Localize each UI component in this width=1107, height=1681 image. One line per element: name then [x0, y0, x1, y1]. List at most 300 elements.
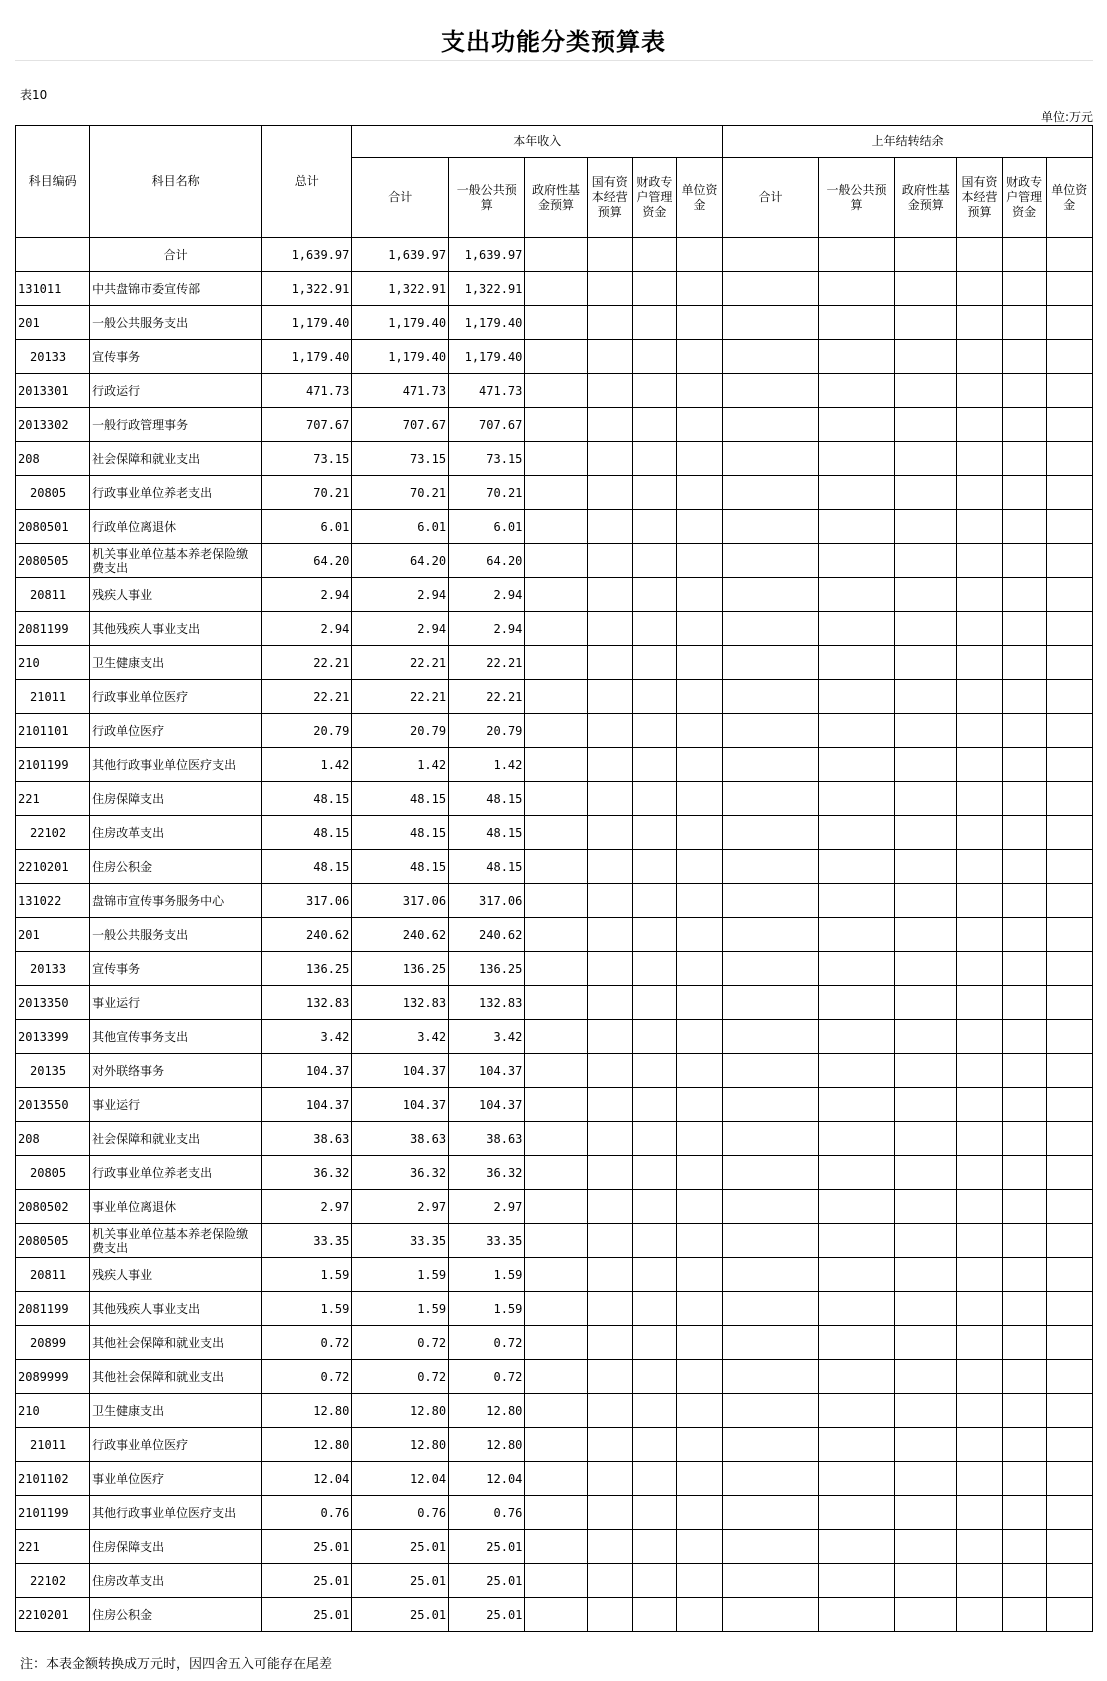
cell-current-heji: 64.20 [352, 544, 449, 578]
cell-empty [1002, 680, 1046, 714]
cell-empty [1046, 1326, 1092, 1360]
cell-empty [957, 1462, 1002, 1496]
cell-empty [587, 612, 632, 646]
cell-empty [1002, 1564, 1046, 1598]
cell-empty [723, 272, 819, 306]
cell-current-general: 6.01 [449, 510, 525, 544]
cell-empty [676, 340, 722, 374]
cell-empty [676, 680, 722, 714]
cell-code: 2013550 [16, 1088, 90, 1122]
cell-empty [632, 782, 676, 816]
cell-empty [1002, 748, 1046, 782]
cell-name: 事业单位医疗 [90, 1462, 262, 1496]
table-row [16, 1292, 1093, 1326]
cell-empty [895, 1530, 957, 1564]
cell-empty [957, 1564, 1002, 1598]
cell-name: 机关事业单位基本养老保险缴费支出 [90, 1224, 262, 1258]
cell-current-heji: 1,322.91 [352, 272, 449, 306]
cell-empty [525, 238, 587, 272]
cell-total: 0.72 [262, 1326, 352, 1360]
cell-empty [957, 646, 1002, 680]
cell-empty [957, 918, 1002, 952]
cell-empty [587, 1122, 632, 1156]
cell-empty [818, 1020, 894, 1054]
cell-current-general: 2.94 [449, 578, 525, 612]
cell-empty [525, 1496, 587, 1530]
cell-empty [1046, 374, 1092, 408]
cell-name: 其他行政事业单位医疗支出 [90, 1496, 262, 1530]
cell-name: 行政单位离退休 [90, 510, 262, 544]
cell-code: 20135 [16, 1054, 90, 1088]
cell-empty [587, 374, 632, 408]
cell-empty [1046, 272, 1092, 306]
cell-empty [1002, 918, 1046, 952]
cell-empty [818, 918, 894, 952]
cell-total: 1,179.40 [262, 306, 352, 340]
cell-empty [1046, 1360, 1092, 1394]
cell-empty [587, 476, 632, 510]
cell-empty [1046, 442, 1092, 476]
cell-empty [1046, 1020, 1092, 1054]
cell-empty [957, 1394, 1002, 1428]
page-title: 支出功能分类预算表 [441, 27, 666, 56]
table-row [16, 1360, 1093, 1394]
table-row [16, 442, 1093, 476]
cell-total: 136.25 [262, 952, 352, 986]
cell-empty [676, 1496, 722, 1530]
cell-empty [818, 1156, 894, 1190]
cell-empty [895, 850, 957, 884]
cell-empty [587, 544, 632, 578]
cell-current-heji: 2.97 [352, 1190, 449, 1224]
cell-empty [632, 1156, 676, 1190]
header-current-gov-fund: 政府性基金预算 [525, 158, 587, 238]
cell-empty [818, 850, 894, 884]
cell-empty [723, 782, 819, 816]
cell-total: 2.94 [262, 612, 352, 646]
cell-empty [587, 510, 632, 544]
cell-empty [723, 510, 819, 544]
cell-empty [525, 646, 587, 680]
table-row [16, 748, 1093, 782]
cell-empty [1002, 884, 1046, 918]
cell-empty [723, 442, 819, 476]
table-row [16, 306, 1093, 340]
cell-empty [587, 1292, 632, 1326]
cell-empty [1002, 340, 1046, 374]
cell-empty [632, 952, 676, 986]
cell-empty [818, 1496, 894, 1530]
cell-current-heji: 0.72 [352, 1326, 449, 1360]
cell-total: 22.21 [262, 680, 352, 714]
cell-empty [1046, 1292, 1092, 1326]
cell-empty [957, 680, 1002, 714]
cell-empty [587, 1326, 632, 1360]
cell-name: 住房保障支出 [90, 782, 262, 816]
table-row [16, 612, 1093, 646]
cell-total: 1.59 [262, 1258, 352, 1292]
cell-empty [676, 646, 722, 680]
cell-total: 471.73 [262, 374, 352, 408]
cell-total: 25.01 [262, 1598, 352, 1632]
table-row [16, 1530, 1093, 1564]
cell-empty [676, 1394, 722, 1428]
cell-empty [957, 748, 1002, 782]
cell-code: 2101199 [16, 748, 90, 782]
cell-empty [587, 1428, 632, 1462]
cell-empty [1002, 1122, 1046, 1156]
table-row [16, 1428, 1093, 1462]
cell-empty [723, 1462, 819, 1496]
cell-total: 0.76 [262, 1496, 352, 1530]
cell-empty [818, 1258, 894, 1292]
cell-empty [818, 1224, 894, 1258]
cell-empty [676, 510, 722, 544]
cell-empty [1046, 782, 1092, 816]
cell-current-heji: 73.15 [352, 442, 449, 476]
cell-current-heji: 471.73 [352, 374, 449, 408]
cell-total: 38.63 [262, 1122, 352, 1156]
cell-total: 12.80 [262, 1394, 352, 1428]
cell-empty [1046, 340, 1092, 374]
cell-current-heji: 136.25 [352, 952, 449, 986]
cell-empty [818, 1598, 894, 1632]
cell-empty [818, 816, 894, 850]
cell-empty [957, 1156, 1002, 1190]
cell-empty [1002, 374, 1046, 408]
cell-empty [587, 646, 632, 680]
cell-total: 20.79 [262, 714, 352, 748]
cell-empty [1002, 1156, 1046, 1190]
cell-empty [525, 680, 587, 714]
cell-current-general: 2.94 [449, 612, 525, 646]
cell-empty [676, 374, 722, 408]
cell-empty [1046, 1088, 1092, 1122]
cell-current-general: 20.79 [449, 714, 525, 748]
cell-empty [957, 1326, 1002, 1360]
budget-table [15, 125, 1093, 1632]
cell-empty [525, 578, 587, 612]
cell-empty [587, 1394, 632, 1428]
cell-empty [1046, 476, 1092, 510]
cell-name: 残疾人事业 [90, 578, 262, 612]
cell-empty [587, 986, 632, 1020]
table-row [16, 510, 1093, 544]
cell-empty [676, 1122, 722, 1156]
table-row [16, 714, 1093, 748]
cell-empty [895, 340, 957, 374]
cell-empty [723, 1428, 819, 1462]
cell-current-heji: 22.21 [352, 680, 449, 714]
cell-empty [1002, 1224, 1046, 1258]
cell-empty [1046, 1564, 1092, 1598]
cell-empty [587, 918, 632, 952]
table-row [16, 1394, 1093, 1428]
cell-empty [895, 1360, 957, 1394]
cell-empty [895, 612, 957, 646]
cell-empty [818, 1054, 894, 1088]
cell-name: 其他宣传事务支出 [90, 1020, 262, 1054]
cell-total: 2.94 [262, 578, 352, 612]
header-carry-heji: 合计 [723, 158, 819, 238]
cell-empty [676, 272, 722, 306]
cell-empty [676, 612, 722, 646]
cell-empty [632, 1360, 676, 1394]
table-row [16, 1088, 1093, 1122]
cell-empty [723, 578, 819, 612]
cell-name: 社会保障和就业支出 [90, 442, 262, 476]
cell-code: 221 [16, 1530, 90, 1564]
cell-name: 其他残疾人事业支出 [90, 612, 262, 646]
cell-empty [895, 1428, 957, 1462]
cell-empty [676, 1564, 722, 1598]
cell-current-general: 104.37 [449, 1088, 525, 1122]
cell-empty [632, 816, 676, 850]
cell-empty [632, 442, 676, 476]
table-row [16, 850, 1093, 884]
cell-empty [895, 952, 957, 986]
cell-name: 住房公积金 [90, 1598, 262, 1632]
cell-current-heji: 0.76 [352, 1496, 449, 1530]
cell-empty [818, 884, 894, 918]
cell-empty [895, 238, 957, 272]
cell-empty [895, 442, 957, 476]
cell-empty [895, 646, 957, 680]
cell-empty [957, 442, 1002, 476]
cell-empty [676, 408, 722, 442]
cell-empty [676, 1088, 722, 1122]
cell-empty [1046, 816, 1092, 850]
cell-empty [587, 952, 632, 986]
cell-current-general: 12.04 [449, 1462, 525, 1496]
cell-empty [723, 1394, 819, 1428]
cell-empty [1002, 646, 1046, 680]
cell-current-heji: 38.63 [352, 1122, 449, 1156]
cell-name: 事业单位离退休 [90, 1190, 262, 1224]
cell-code: 2080501 [16, 510, 90, 544]
table-row [16, 408, 1093, 442]
table-row [16, 952, 1093, 986]
cell-code: 22102 [16, 816, 90, 850]
cell-empty [895, 1326, 957, 1360]
cell-empty [818, 340, 894, 374]
cell-empty [587, 850, 632, 884]
cell-name: 宣传事务 [90, 952, 262, 986]
cell-empty [957, 1598, 1002, 1632]
cell-empty [723, 1326, 819, 1360]
cell-current-general: 3.42 [449, 1020, 525, 1054]
cell-current-general: 1.42 [449, 748, 525, 782]
cell-empty [723, 1054, 819, 1088]
cell-name: 对外联络事务 [90, 1054, 262, 1088]
cell-empty [957, 408, 1002, 442]
cell-empty [895, 918, 957, 952]
cell-empty [895, 1156, 957, 1190]
cell-current-general: 1.59 [449, 1258, 525, 1292]
table-row [16, 1326, 1093, 1360]
cell-empty [525, 1428, 587, 1462]
cell-empty [1046, 238, 1092, 272]
cell-name: 宣传事务 [90, 340, 262, 374]
cell-name: 其他社会保障和就业支出 [90, 1326, 262, 1360]
cell-name: 住房改革支出 [90, 816, 262, 850]
table-row [16, 816, 1093, 850]
cell-empty [525, 1088, 587, 1122]
cell-empty [957, 272, 1002, 306]
unit-label: 单位:万元 [1040, 110, 1093, 124]
cell-empty [818, 1530, 894, 1564]
cell-name: 行政事业单位养老支出 [90, 1156, 262, 1190]
cell-empty [632, 884, 676, 918]
cell-empty [676, 442, 722, 476]
cell-empty [676, 748, 722, 782]
cell-empty [818, 612, 894, 646]
cell-empty [818, 476, 894, 510]
cell-empty [895, 1394, 957, 1428]
cell-empty [957, 1530, 1002, 1564]
cell-empty [957, 1190, 1002, 1224]
cell-total: 132.83 [262, 986, 352, 1020]
cell-empty [525, 476, 587, 510]
cell-empty [895, 408, 957, 442]
cell-empty [1002, 816, 1046, 850]
cell-empty [895, 816, 957, 850]
cell-empty [723, 1530, 819, 1564]
cell-empty [895, 1122, 957, 1156]
cell-empty [895, 1020, 957, 1054]
cell-empty [525, 714, 587, 748]
cell-empty [587, 1088, 632, 1122]
cell-empty [1002, 986, 1046, 1020]
cell-empty [1002, 952, 1046, 986]
cell-empty [723, 816, 819, 850]
cell-empty [525, 612, 587, 646]
table-row [16, 1054, 1093, 1088]
cell-name: 行政单位医疗 [90, 714, 262, 748]
cell-empty [632, 680, 676, 714]
cell-code: 20133 [16, 340, 90, 374]
cell-empty [632, 1394, 676, 1428]
cell-empty [957, 476, 1002, 510]
cell-empty [723, 1224, 819, 1258]
header-current-fiscal-special: 财政专户管理资金 [632, 158, 676, 238]
cell-empty [632, 1462, 676, 1496]
cell-empty [587, 1496, 632, 1530]
cell-empty [957, 884, 1002, 918]
cell-name: 中共盘锦市委宣传部 [90, 272, 262, 306]
cell-current-heji: 25.01 [352, 1564, 449, 1598]
cell-empty [632, 272, 676, 306]
cell-empty [525, 1190, 587, 1224]
cell-empty [1046, 544, 1092, 578]
cell-empty [525, 510, 587, 544]
cell-empty [525, 1564, 587, 1598]
cell-code: 2080505 [16, 1224, 90, 1258]
cell-name: 合计 [90, 238, 262, 272]
cell-name: 行政事业单位医疗 [90, 680, 262, 714]
cell-empty [895, 1190, 957, 1224]
cell-empty [723, 544, 819, 578]
cell-empty [723, 714, 819, 748]
cell-empty [676, 1360, 722, 1394]
cell-empty [723, 408, 819, 442]
cell-empty [957, 816, 1002, 850]
cell-empty [676, 918, 722, 952]
cell-empty [1046, 918, 1092, 952]
table-row [16, 1258, 1093, 1292]
cell-total: 317.06 [262, 884, 352, 918]
table-row [16, 1598, 1093, 1632]
cell-empty [632, 646, 676, 680]
cell-empty [957, 1292, 1002, 1326]
cell-total: 64.20 [262, 544, 352, 578]
cell-current-general: 25.01 [449, 1598, 525, 1632]
cell-empty [723, 1258, 819, 1292]
title-divider [15, 60, 1093, 61]
cell-current-general: 136.25 [449, 952, 525, 986]
cell-empty [676, 952, 722, 986]
cell-empty [957, 1122, 1002, 1156]
cell-current-general: 38.63 [449, 1122, 525, 1156]
cell-current-heji: 48.15 [352, 850, 449, 884]
cell-name: 行政运行 [90, 374, 262, 408]
cell-empty [676, 986, 722, 1020]
cell-empty [1046, 714, 1092, 748]
cell-code: 210 [16, 646, 90, 680]
cell-empty [1046, 612, 1092, 646]
cell-empty [818, 1462, 894, 1496]
cell-empty [676, 1224, 722, 1258]
cell-empty [723, 1564, 819, 1598]
cell-empty [587, 1530, 632, 1564]
cell-empty [525, 408, 587, 442]
cell-empty [723, 986, 819, 1020]
cell-empty [723, 952, 819, 986]
cell-empty [818, 680, 894, 714]
cell-code: 22102 [16, 1564, 90, 1598]
cell-current-general: 132.83 [449, 986, 525, 1020]
cell-current-general: 48.15 [449, 816, 525, 850]
cell-empty [1002, 1530, 1046, 1564]
cell-empty [525, 1394, 587, 1428]
cell-empty [525, 272, 587, 306]
cell-empty [632, 1224, 676, 1258]
cell-empty [723, 1292, 819, 1326]
cell-empty [1046, 1258, 1092, 1292]
cell-empty [676, 238, 722, 272]
cell-current-heji: 1.42 [352, 748, 449, 782]
cell-empty [525, 442, 587, 476]
cell-empty [723, 918, 819, 952]
cell-empty [587, 714, 632, 748]
cell-empty [632, 1326, 676, 1360]
cell-empty [525, 1598, 587, 1632]
cell-name: 残疾人事业 [90, 1258, 262, 1292]
cell-empty [632, 612, 676, 646]
cell-empty [1046, 1462, 1092, 1496]
cell-empty [723, 476, 819, 510]
cell-name: 卫生健康支出 [90, 646, 262, 680]
cell-code: 208 [16, 1122, 90, 1156]
cell-code: 20811 [16, 1258, 90, 1292]
cell-empty [525, 374, 587, 408]
cell-current-general: 70.21 [449, 476, 525, 510]
cell-current-general: 471.73 [449, 374, 525, 408]
cell-empty [818, 646, 894, 680]
cell-empty [895, 1054, 957, 1088]
cell-empty [957, 986, 1002, 1020]
cell-current-heji: 1,179.40 [352, 306, 449, 340]
